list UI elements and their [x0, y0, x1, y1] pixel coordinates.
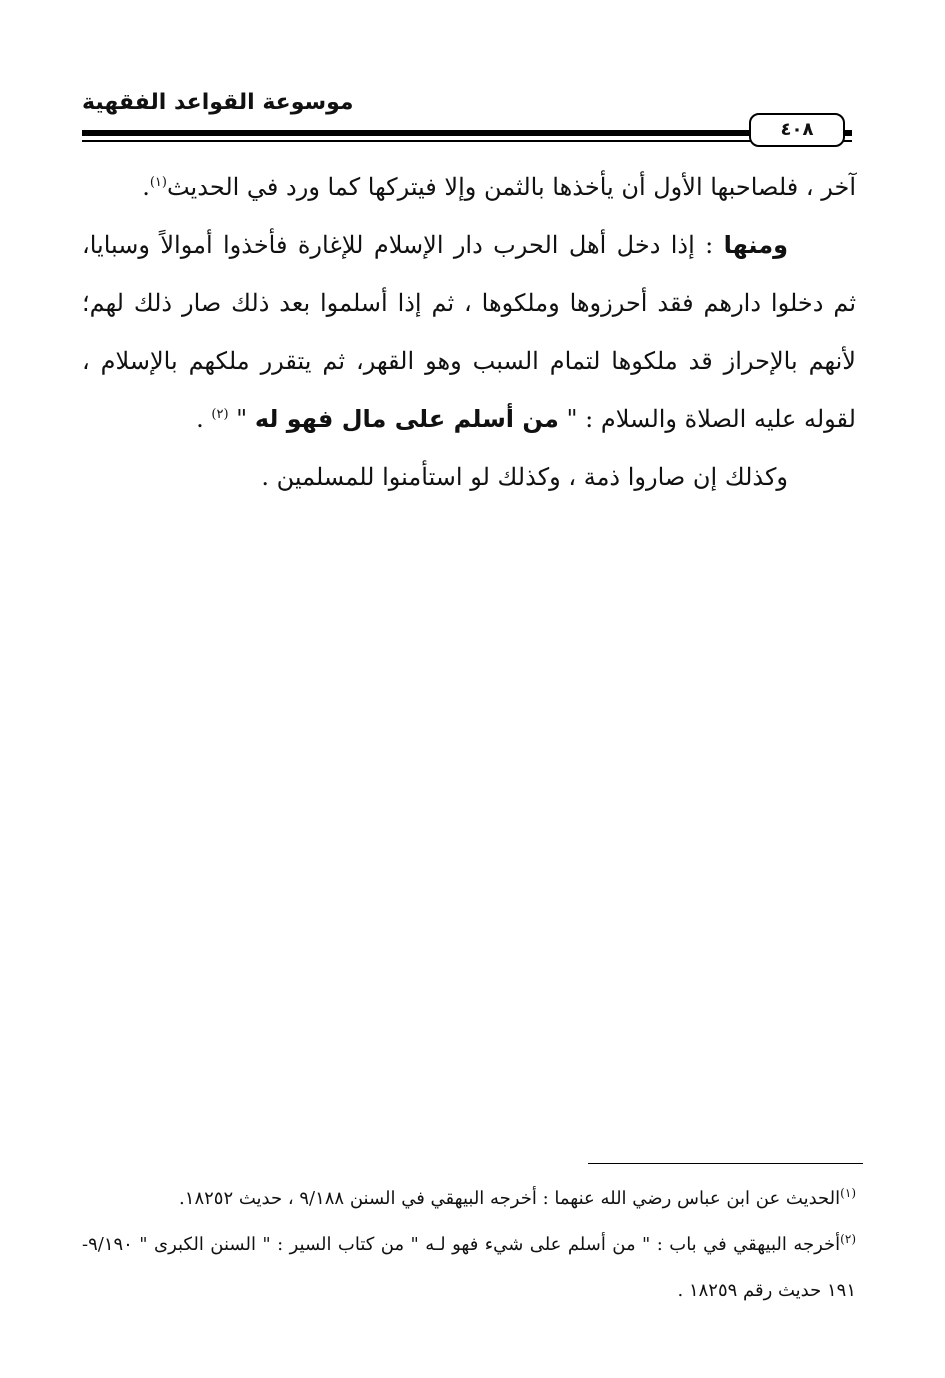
- paragraph-2-end: .: [196, 405, 212, 433]
- paragraph-3: وكذلك إن صاروا ذمة ، وكذلك لو استأمنوا للمسلمين .: [261, 463, 788, 491]
- footnote-1-marker: (١): [840, 1186, 856, 1200]
- header-rule-thin: [82, 140, 852, 142]
- hadith-quote: من أسلم على مال فهو له: [254, 405, 559, 433]
- footnote-1-text: الحديث عن ابن عباس رضي الله عنهما : أخرجه البيهقي في السنن ٩/١٨٨ ، حديث ١٨٢٥٢.: [179, 1188, 841, 1209]
- footnote-1: [82, 1176, 856, 1222]
- footnote-ref-2: (٢): [211, 407, 229, 422]
- footnote-ref-1: (١): [149, 175, 167, 190]
- paragraph-2-lead: ومنها: [723, 231, 788, 259]
- footnote-2-text: أخرجه البيهقي في باب : " من أسلم على شيء فهو لـه " من كتاب السير : " السنن الكبرى " ٩/١٩٠- ١٩١ حديث رقم ١٨٢٥٩ .: [82, 1234, 856, 1301]
- footnotes: [82, 1176, 856, 1314]
- body-text: [82, 158, 856, 506]
- paragraph-2: [82, 216, 856, 448]
- footnote-separator: [588, 1163, 863, 1164]
- paragraph-1: [82, 158, 856, 216]
- paragraph-1-text: آخر ، فلصاحبها الأول أن يأخذها بالثمن وإلا فيتركها كما ورد في الحديث: [166, 173, 856, 201]
- paragraph-1-end: .: [142, 173, 150, 201]
- running-title: موسوعة القواعد الفقهية: [82, 90, 354, 115]
- page-number: ٤٠٨: [749, 113, 845, 147]
- footnote-2-marker: (٢): [840, 1232, 856, 1246]
- header-rule-thick: [82, 130, 852, 136]
- paragraph-2-close: ": [228, 405, 255, 433]
- paragraph-2-text: : إذا دخل أهل الحرب دار الإسلام للإغارة فأخذوا أموالاً وسبايا، ثم دخلوا دارهم فقد أحرزوها وملكوها ، ثم إذا أسلموا بعد ذلك صار ذلك لهم؛ لأنهم بالإحراز قد ملكوها لتمام السبب وهو القهر، ثم يتقرر ملكهم بالإسلام ، لقوله عليه الصلاة والسلام : ": [82, 231, 856, 433]
- footnote-2: [82, 1222, 856, 1314]
